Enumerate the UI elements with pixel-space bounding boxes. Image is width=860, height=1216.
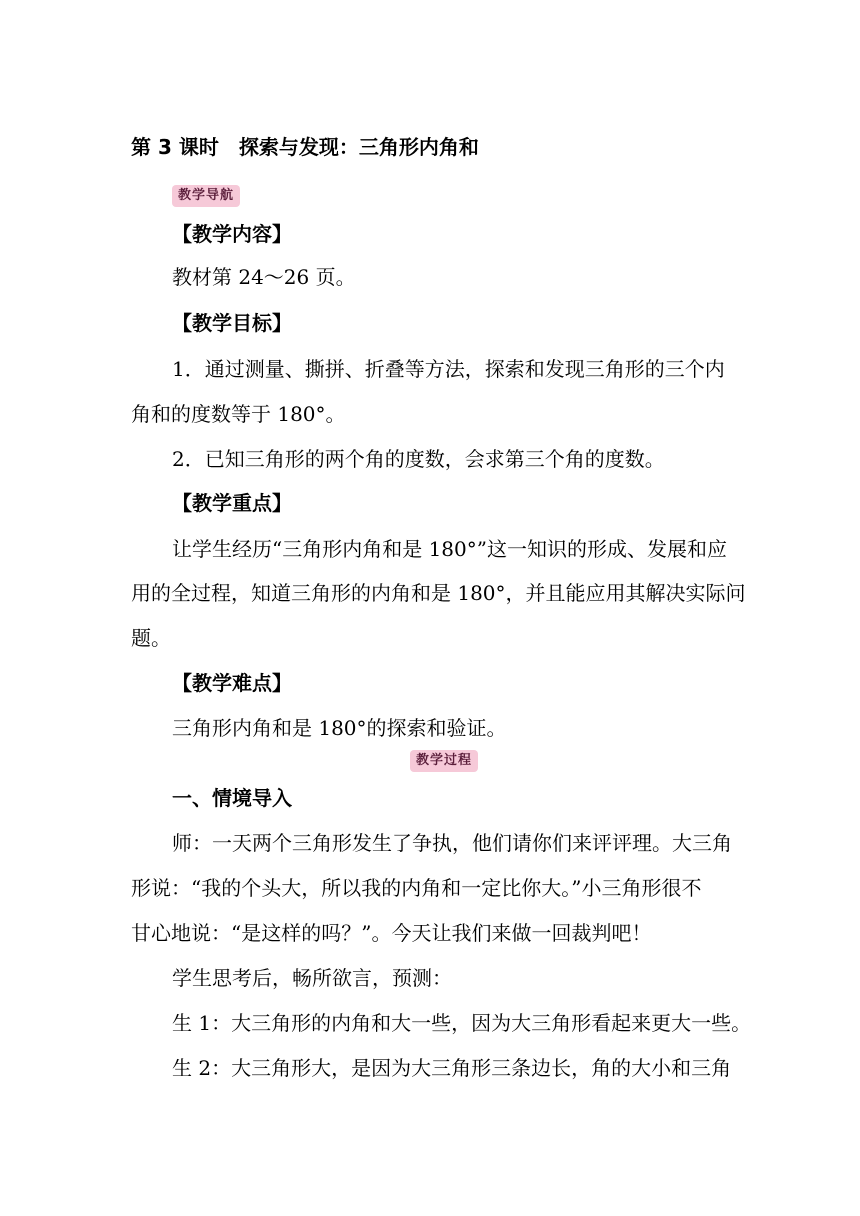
goal-1-line-2: 角和的度数等于 180°。 — [131, 402, 346, 426]
paragraph-3: 生 1：大三角形的内角和大一些，因为大三角形看起来更大一些。 — [172, 1011, 752, 1035]
paragraph-1-line-3: 甘心地说：“是这样的吗？”。今天让我们来做一回裁判吧！ — [131, 921, 652, 945]
goal-2: 2．已知三角形的两个角的度数，会求第三个角的度数。 — [172, 447, 665, 471]
lesson-title: 第 3 课时 探索与发现：三角形内角和 — [131, 135, 479, 159]
goals-heading: 【教学目标】 — [172, 311, 292, 335]
teaching-process-badge: 教学过程 — [410, 750, 478, 772]
key-line-3: 题。 — [131, 626, 171, 650]
paragraph-4: 生 2：大三角形大，是因为大三角形三条边长，角的大小和三角 — [172, 1056, 732, 1080]
paragraph-2: 学生思考后，畅所欲言，预测： — [172, 966, 452, 990]
content-text: 教材第 24～26 页。 — [172, 265, 356, 289]
part1-heading: 一、情境导入 — [172, 786, 292, 810]
paragraph-1-line-2: 形说：“我的个头大，所以我的内角和一定比你大。”小三角形很不 — [131, 876, 702, 900]
key-line-2: 用的全过程，知道三角形的内角和是 180°，并且能应用其解决实际问 — [131, 581, 746, 605]
key-heading: 【教学重点】 — [172, 491, 292, 515]
paragraph-1-line-1: 师：一天两个三角形发生了争执，他们请你们来评评理。大三角 — [172, 831, 732, 855]
difficulty-text: 三角形内角和是 180°的探索和验证。 — [172, 716, 507, 740]
teaching-guide-badge: 教学导航 — [172, 185, 240, 207]
key-line-1: 让学生经历“三角形内角和是 180°”这一知识的形成、发展和应 — [172, 537, 727, 561]
content-heading: 【教学内容】 — [172, 222, 292, 246]
difficulty-heading: 【教学难点】 — [172, 671, 292, 695]
goal-1-line-1: 1．通过测量、撕拼、折叠等方法，探索和发现三角形的三个内 — [172, 357, 725, 381]
